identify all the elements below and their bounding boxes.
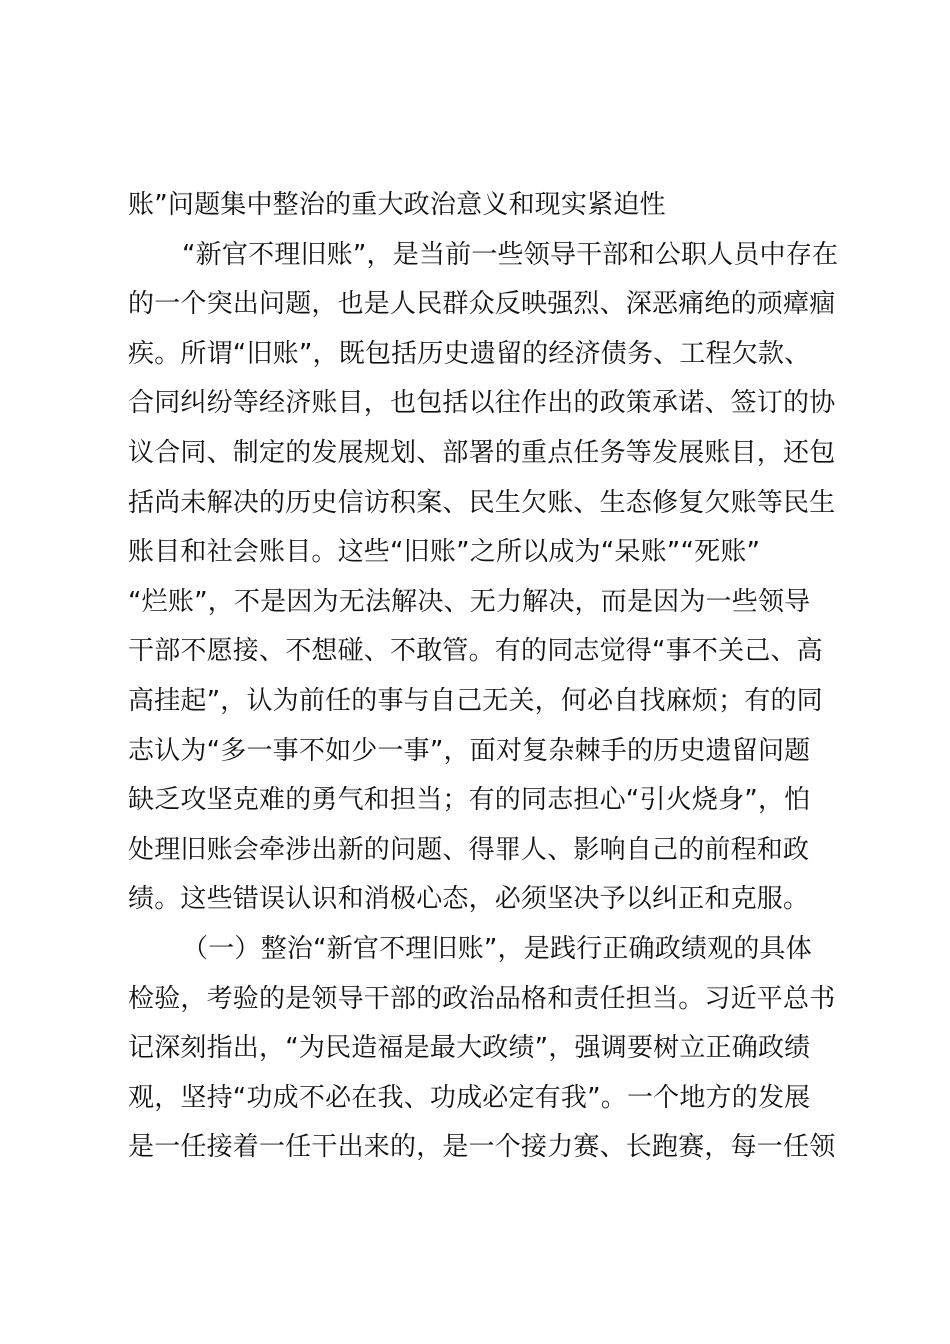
section-heading-line: （一）整治“新官不理旧账”，是践行正确政绩观的具体: [182, 933, 812, 964]
text-line: 合同纠纷等经济账目，也包括以往作出的政策承诺、签订的协: [128, 388, 836, 419]
document-body: [128, 181, 838, 1173]
text-line: 绩。这些错误认识和消极心态，必须坚决予以纠正和克服。: [128, 884, 810, 915]
text-line: 志认为“多一事不如少一事”，面对复杂棘手的历史遗留问题: [128, 735, 811, 766]
text-line: 干部不愿接、不想碰、不敢管。有的同志觉得“事不关己、高: [128, 636, 823, 667]
text-line: 议合同、制定的发展规划、部署的重点任务等发展账目，还包: [128, 437, 836, 468]
text-line: 高挂起”，认为前任的事与自己无关，何必自找麻烦；有的同: [128, 685, 823, 716]
text-line: 账目和社会账目。这些“旧账”之所以成为“呆账”“死账”: [128, 537, 761, 568]
text-line: 处理旧账会牵涉出新的问题、得罪人、影响自己的前程和政: [128, 834, 810, 865]
text-line: 的一个突出问题，也是人民群众反映强烈、深恶痛绝的顽瘴痼: [128, 289, 836, 320]
text-line: 观，坚持“功成不必在我、功成必定有我”。一个地方的发展: [128, 1082, 811, 1113]
paragraph-first-line: “新官不理旧账”，是当前一些领导干部和公职人员中存在: [182, 239, 838, 270]
text-line: “烂账”，不是因为无法解决、无力解决，而是因为一些领导: [128, 586, 811, 617]
text-line: 疾。所谓“旧账”，既包括历史遗留的经济债务、工程欠款、: [128, 338, 811, 369]
text-line: 检验，考验的是领导干部的政治品格和责任担当。习近平总书: [128, 983, 836, 1014]
text-line: 括尚未解决的历史信访积案、民生欠账、生态修复欠账等民生: [128, 487, 836, 518]
text-line: 是一任接着一任干出来的，是一个接力赛、长跑赛，每一任领: [128, 1132, 836, 1163]
text-line: 账”问题集中整治的重大政治意义和现实紧迫性: [128, 190, 666, 220]
text-line: 记深刻指出，“为民造福是最大政绩”，强调要树立正确政绩: [128, 1033, 811, 1064]
text-line: 缺乏攻坚克难的勇气和担当；有的同志担心“引火烧身”，怕: [128, 785, 811, 816]
